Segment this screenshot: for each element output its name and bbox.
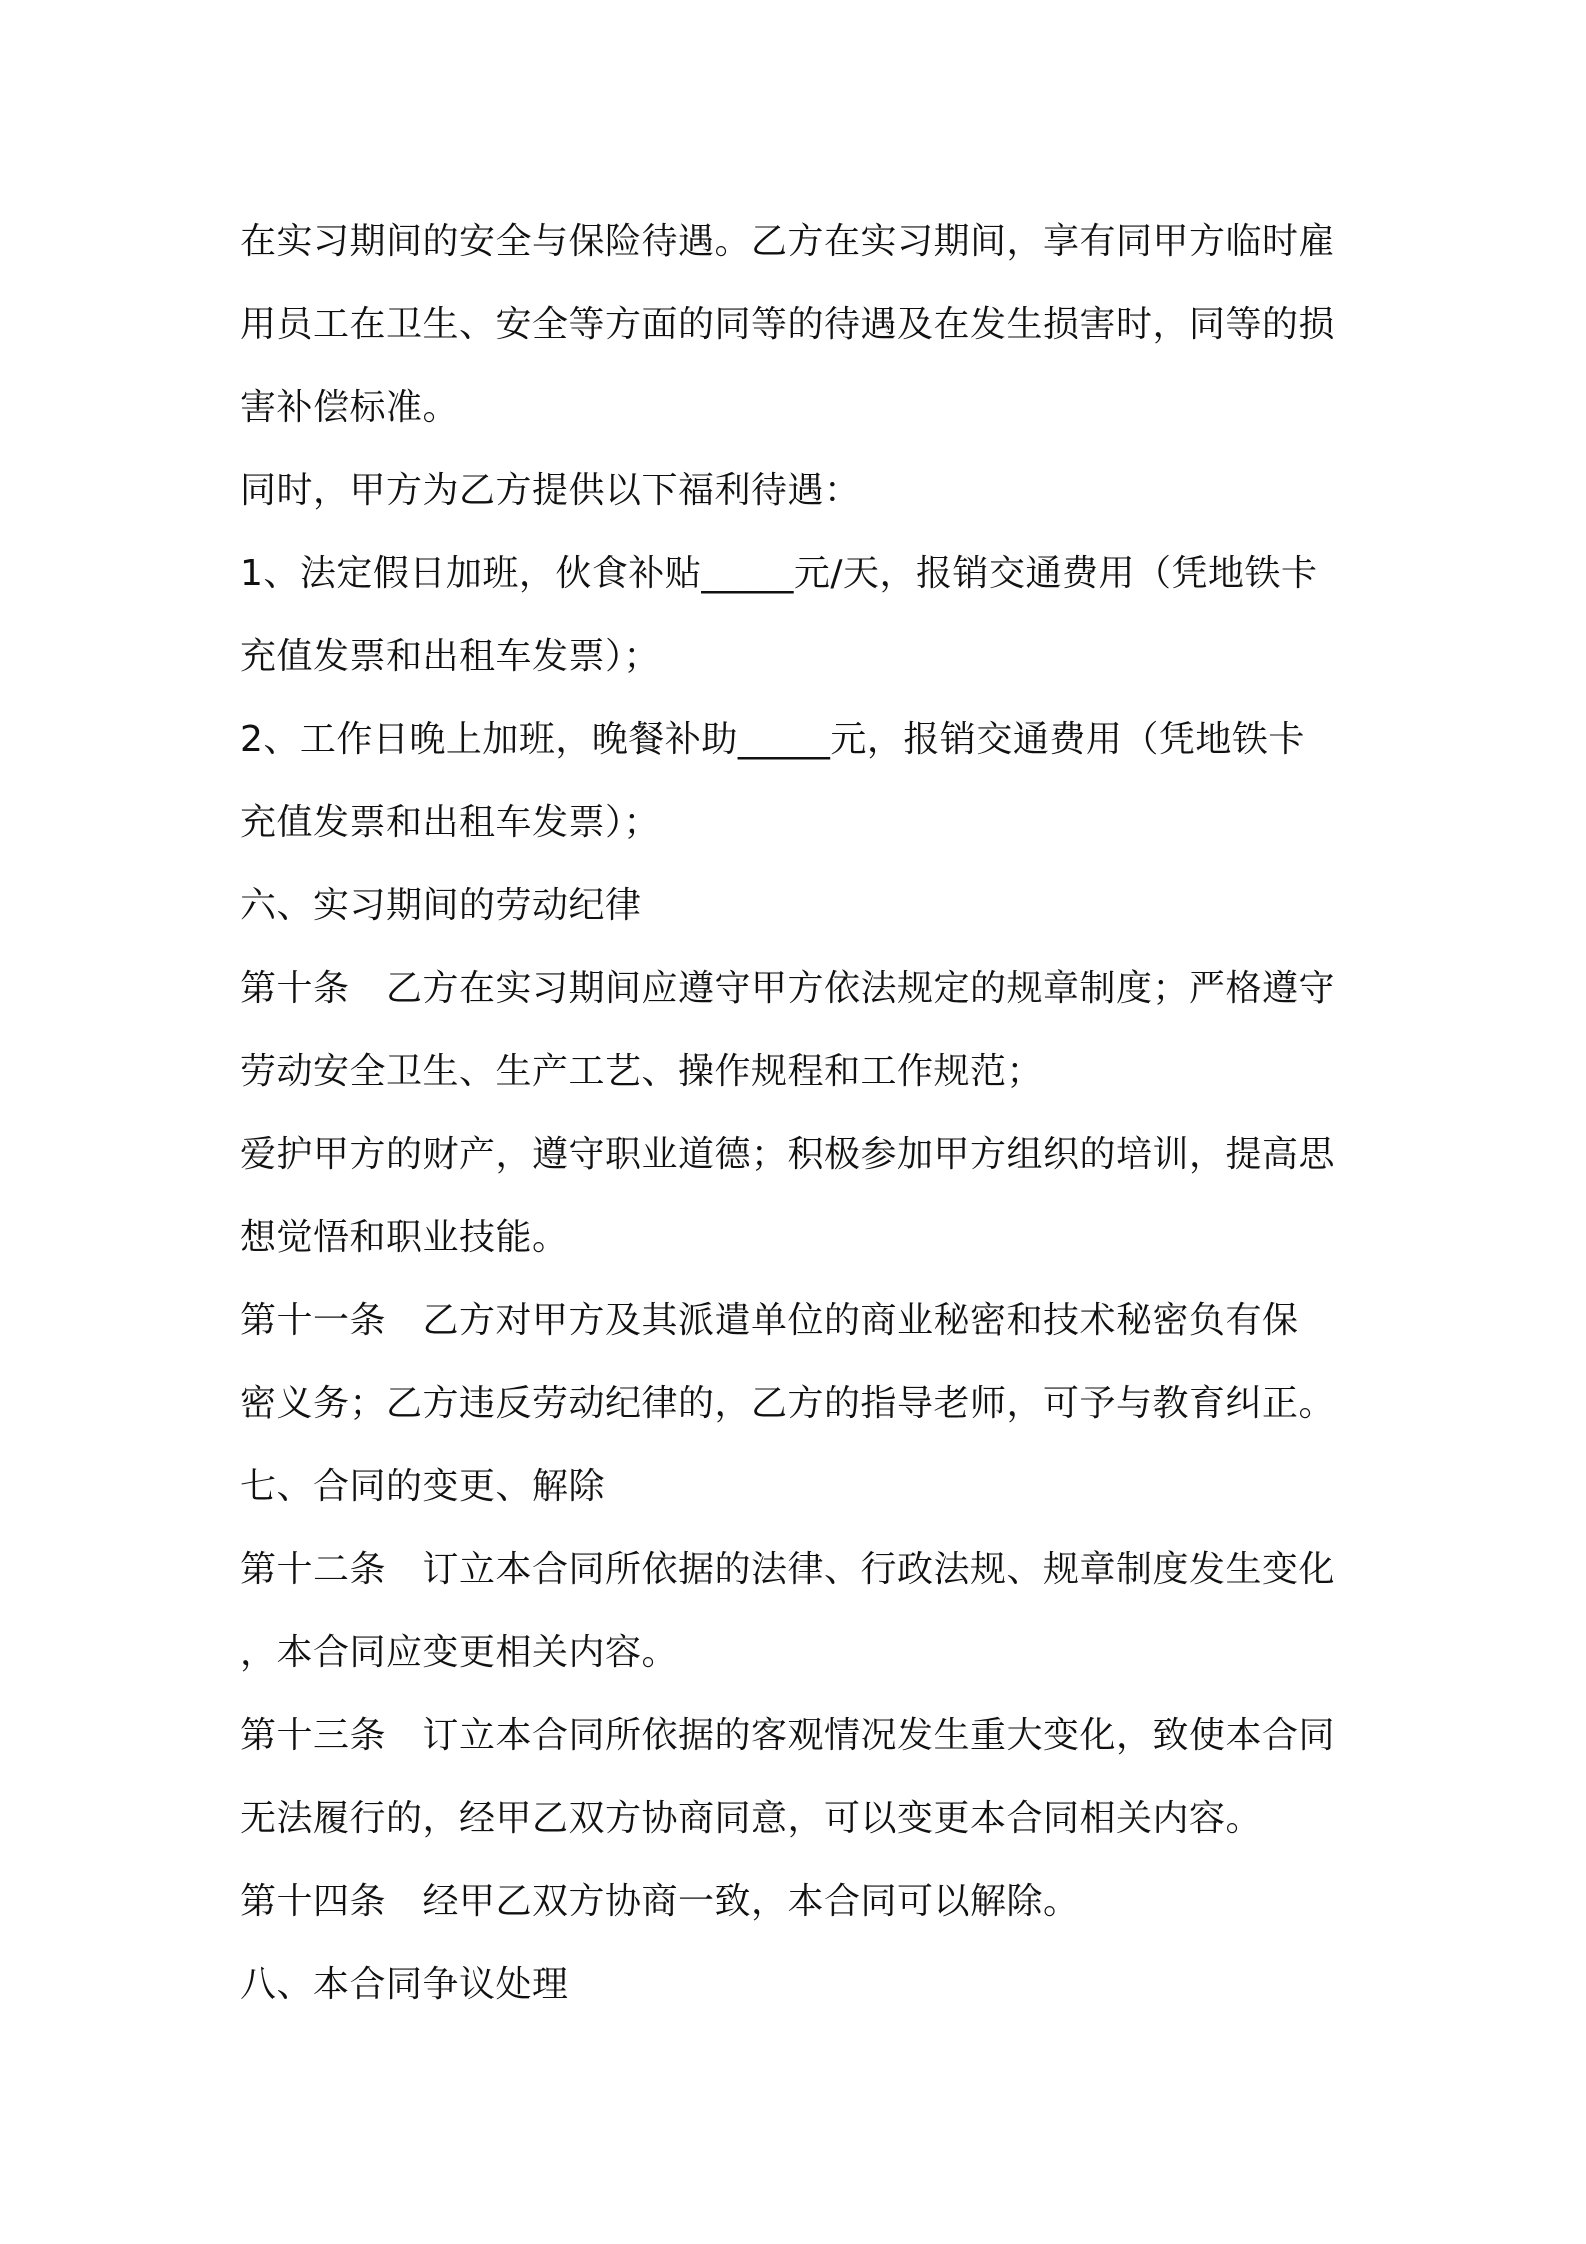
section-heading: 六、实习期间的劳动纪律 — [240, 885, 642, 926]
text-line: 劳动安全卫生、生产工艺、操作规程和工作规范； — [240, 1051, 1044, 1092]
text-line: 同时，甲方为乙方提供以下福利待遇： — [240, 470, 861, 511]
text-line: 想觉悟和职业技能。 — [240, 1217, 569, 1258]
text-line: ，本合同应变更相关内容。 — [240, 1632, 679, 1673]
text-line: 充值发票和出租车发票）； — [240, 636, 661, 677]
section-heading: 七、合同的变更、解除 — [240, 1466, 606, 1507]
section-heading: 八、本合同争议处理 — [240, 1964, 569, 2005]
text-line: 害补偿标准。 — [240, 387, 460, 428]
text-line: 第十三条 订立本合同所依据的客观情况发生重大变化，致使本合同 — [240, 1715, 1336, 1756]
text-line: 第十条 乙方在实习期间应遵守甲方依法规定的规章制度；严格遵守 — [240, 968, 1336, 1009]
text-line: 用员工在卫生、安全等方面的同等的待遇及在发生损害时，同等的损 — [240, 304, 1336, 345]
text-line: 在实习期间的安全与保险待遇。乙方在实习期间，享有同甲方临时雇 — [240, 221, 1336, 262]
text-line: 充值发票和出租车发票）； — [240, 802, 661, 843]
text-line: 第十二条 订立本合同所依据的法律、行政法规、规章制度发生变化 — [240, 1549, 1336, 1590]
text-line: 无法履行的，经甲乙双方协商同意，可以变更本合同相关内容。 — [240, 1798, 1263, 1839]
text-line: 第十四条 经甲乙双方协商一致，本合同可以解除。 — [240, 1881, 1080, 1922]
text-line: 1、法定假日加班，伙食补贴_____元/天，报销交通费用（凭地铁卡 — [240, 553, 1318, 594]
document-body — [240, 200, 1360, 2026]
text-line: 2、工作日晚上加班，晚餐补助_____元，报销交通费用（凭地铁卡 — [240, 719, 1305, 760]
text-line: 第十一条 乙方对甲方及其派遣单位的商业秘密和技术秘密负有保 — [240, 1300, 1299, 1341]
text-line: 密义务；乙方违反劳动纪律的，乙方的指导老师，可予与教育纠正。 — [240, 1383, 1336, 1424]
text-line: 爱护甲方的财产，遵守职业道德；积极参加甲方组织的培训，提高思 — [240, 1134, 1336, 1175]
